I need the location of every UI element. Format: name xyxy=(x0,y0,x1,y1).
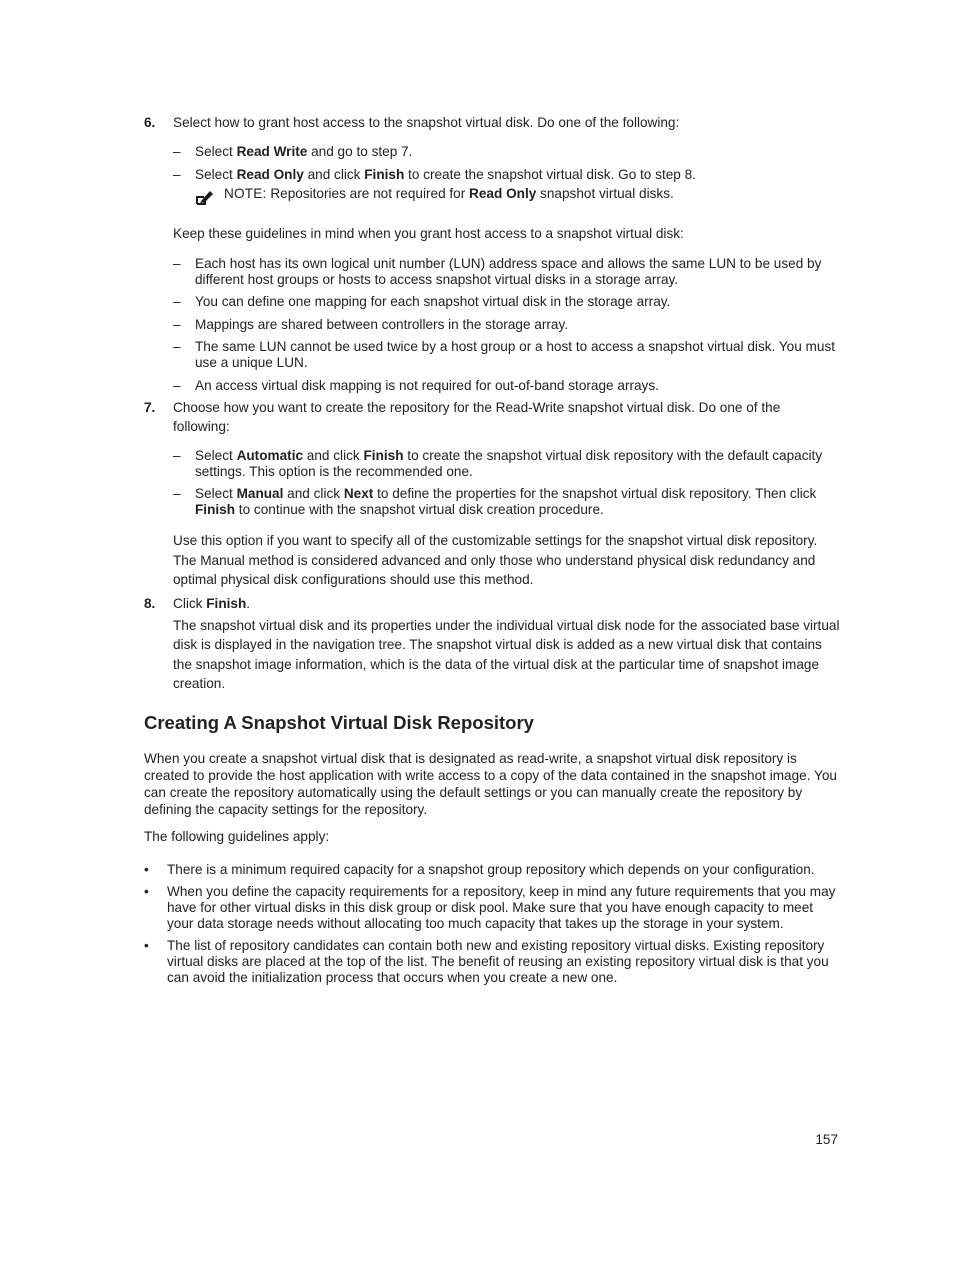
step-8-description: The snapshot virtual disk and its properties under the individual virtual disk node for the associated base virtual disk is displayed in the navigation tree. The snapshot virtual disk is added as a new virtual disk that contains the snapshot image information, which is the data of the virtual disk at the particular time of snapshot image creation. xyxy=(173,617,840,691)
repository-options xyxy=(173,448,840,518)
section-intro: When you create a snapshot virtual disk that is designated as read-write, a snapshot virtual disk repository is created to provide the host application with write access to a copy of the data contained in the snapshot image. You can create the repository automatically using the default settings or you can manually create the repository by defining the capacity settings for the repository. xyxy=(144,750,837,818)
step-7 xyxy=(144,398,840,590)
list-item: – Select Automatic and click Finish to create the snapshot virtual disk repository with the default capacity settings. This option is the recommended one. xyxy=(173,448,840,480)
list-item: – You can define one mapping for each snapshot virtual disk in the storage array. xyxy=(173,294,840,310)
step-number: 6. xyxy=(144,115,156,130)
step-number: 8. xyxy=(144,595,156,611)
list-item: • The list of repository candidates can contain both new and existing repository virtual disks. Existing repository virtual disks are placed at the top of the list. The benefit of reusing an existing repository virtual disk is that you can avoid the initialization process that occurs when you create a new one. xyxy=(144,938,840,986)
list-item: – Select Read Only and click Finish to create the snapshot virtual disk. Go to step 8. xyxy=(173,167,840,183)
page-number: 157 xyxy=(815,1132,838,1147)
step-6 xyxy=(144,113,840,394)
section-heading: Creating A Snapshot Virtual Disk Repository xyxy=(144,711,534,733)
guidelines-intro: Keep these guidelines in mind when you grant host access to a snapshot virtual disk: xyxy=(173,226,684,241)
list-item: • There is a minimum required capacity for a snapshot group repository which depends on your configuration. xyxy=(144,862,840,878)
list-item: – Each host has its own logical unit number (LUN) address space and allows the same LUN to be used by different host groups or hosts to access snapshot virtual disks in a storage array. xyxy=(173,256,840,288)
list-item: – An access virtual disk mapping is not required for out-of-band storage arrays. xyxy=(173,378,840,394)
step-6-intro: Select how to grant host access to the snapshot virtual disk. Do one of the following: xyxy=(173,115,680,130)
step-8-click: Click Finish. xyxy=(173,595,251,611)
note-label: NOTE: xyxy=(224,186,267,201)
note-pencil-icon xyxy=(195,187,215,207)
note-block-wrapper xyxy=(173,186,840,202)
manual-method-description: Use this option if you want to specify all of the customizable settings for the snapshot virtual disk repository. The Manual method is considered advanced and only those who understand physical disk redundancy and optimal physical disk configurations should use this method. xyxy=(173,533,818,587)
host-access-options xyxy=(173,144,840,183)
page-content xyxy=(144,113,840,986)
list-item: – Select Manual and click Next to define the properties for the snapshot virtual disk repository. Then click Finish to continue with the snapshot virtual disk creation procedure. xyxy=(173,486,840,518)
list-item: – Mappings are shared between controllers in the storage array. xyxy=(173,317,840,333)
guidelines-apply: The following guidelines apply: xyxy=(144,828,330,844)
list-item: • When you define the capacity requirements for a repository, keep in mind any future requirements that you may have for other virtual disks in this disk group or disk pool. Make sure that you have enough capacity to meet your data storage needs without allocating too much capacity that takes up the storage in your system. xyxy=(144,884,840,932)
step-number: 7. xyxy=(144,400,156,415)
step-7-intro: Choose how you want to create the repository for the Read-Write snapshot virtual disk. Do one of the following: xyxy=(173,400,781,434)
step-8 xyxy=(144,594,840,694)
repository-guidelines xyxy=(144,862,840,986)
list-item: – Select Read Write and go to step 7. xyxy=(173,144,840,160)
note-block: NOTE: Repositories are not required for Read Only snapshot virtual disks. xyxy=(195,186,840,202)
host-access-guidelines xyxy=(173,256,840,394)
list-item: – The same LUN cannot be used twice by a host group or a host to access a snapshot virtual disk. You must use a unique LUN. xyxy=(173,339,840,371)
